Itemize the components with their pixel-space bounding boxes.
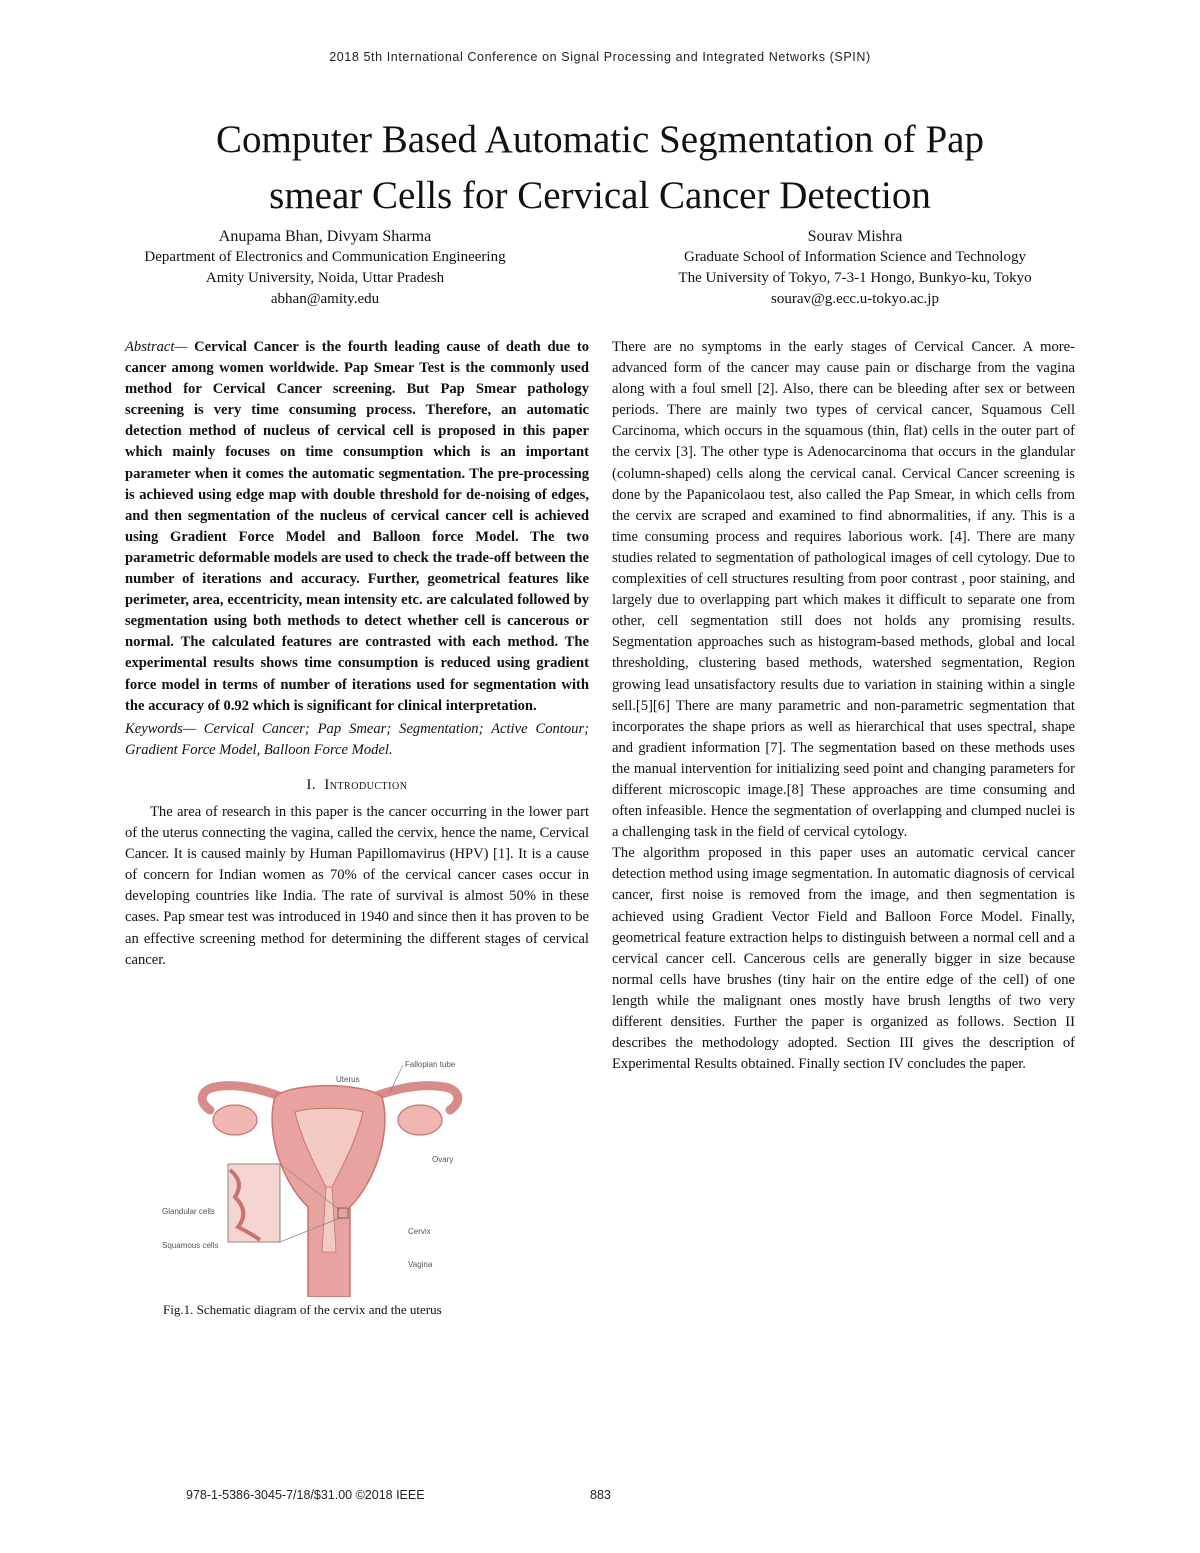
- abstract-label: Abstract—: [125, 339, 188, 355]
- right-column: [612, 337, 1075, 1075]
- label-ovary: Ovary: [432, 1155, 454, 1164]
- left-column: [125, 337, 589, 971]
- title-line-2: smear Cells for Cervical Cancer Detection: [269, 174, 931, 217]
- intro-paragraph: The area of research in this paper is the cancer occurring in the lower part of the uterus connecting the vagina, called the cervix, hence the name, Cervical Cancer. It is caused mainly by Human Papillomavirus (HPV) [1]. It is a cause of concern for Indian women as 70% of the cervical cancer cases occur in developing countries like India. The rate of survival is almost 50% in these cases. Pap smear test was introduced in 1940 and since then it has proven to be an effective screening method for determining the different stages of cervical cancer.: [125, 803, 589, 968]
- paper-title: [100, 112, 1100, 224]
- title-line-1: Computer Based Automatic Segmentation of Pap: [216, 118, 984, 161]
- author-block-right: [600, 226, 1110, 310]
- section-title: Introduction: [324, 776, 408, 793]
- label-cervix: Cervix: [408, 1227, 431, 1236]
- body-paragraph: There are no symptoms in the early stages of Cervical Cancer. A more-advanced form of the cancer may cause pain or discharge from the vagina along with a foul smell [2]. Also, there can be bleeding after sex or between periods. There are mainly two types of cervical cancer, Squamous Cell Carcinoma, which occurs in the squamous (thin, flat) cells in the outer part of the cervix [3]. The other type is Adenocarcinoma that occurs in the glandular (column-shaped) cells along the cervical canal. Cervical Cancer screening is done by the Papanicolaou test, also called the Pap Smear, in which cells from the cervix are scraped and examined to find abnormalities, if any. This is a time consuming process and requires laborious work. [4]. There are many studies related to segmentation of pathological images of cell cytology. Due to complexities of cell structures resulting from poor contrast , poor staining, and largely due to overlapping part which makes it difficult to separate one from other, cell segmentation still does not holds any promising results. Segmentation approaches such as histogram-based methods, global and local thresholding, clustering based methods, watershed segmentation, Region growing lead unsatisfactory results due to variation in staining within a single sell.[5][6] There are many parametric and non-parametric segmentation that incorporates the shape priors as well as hierarchical that uses spectral, shape and gradient information [7]. The segmentation based on these methods uses the manual intervention for initializing seed point and changing parameters for different microscopic image.[8] These approaches are time consuming and often infeasible. Hence the segmentation of overlapping and clumped nuclei is a challenging task in the field of cervical cytology.: [612, 339, 1075, 841]
- author-block-left: [60, 226, 590, 310]
- author-names: Anupama Bhan, Divyam Sharma: [218, 228, 432, 245]
- author-email: sourav@g.ecc.u-tokyo.ac.jp: [771, 291, 939, 307]
- label-squamous-cells: Squamous cells: [162, 1241, 219, 1250]
- keywords: Keywords— Cervical Cancer; Pap Smear; Segmentation; Active Contour; Gradient Force Model, Balloon Force Model.: [125, 720, 589, 758]
- author-affiliation: Amity University, Noida, Uttar Pradesh: [205, 270, 445, 286]
- label-vagina: Vagina: [408, 1260, 433, 1269]
- author-names: Sourav Mishra: [807, 228, 903, 245]
- abstract: [125, 337, 589, 717]
- label-uterus: Uterus: [336, 1075, 360, 1084]
- author-affiliation: The University of Tokyo, 7-3-1 Hongo, Bunkyo-ku, Tokyo: [678, 270, 1032, 286]
- section-number: I.: [306, 776, 317, 793]
- label-fallopian-tube: Fallopian tube: [405, 1060, 456, 1069]
- abstract-text: Cervical Cancer is the fourth leading cause of death due to cancer among women worldwide. Pap Smear Test is the commonly used method for Cervical Cancer screening. But Pap Smear pathology screening is very time consuming process. Therefore, an automatic detection method of nucleus of cervical cell is proposed in this paper which mainly focuses on time consumption which is an important parameter when it comes the automatic segmentation. The pre-processing is achieved using edge map with double threshold for de-noising of edges, and then segmentation of the nucleus of cervical cancer cell is achieved using Gradient Force Model and Balloon force Model. The two parametric deformable models are used to check the trade-off between the number of iterations and accuracy. Further, geometrical features like perimeter, area, eccentricity, mean intensity etc. are calculated followed by segmentation using both methods to detect whether cell is cancerous or normal. The calculated features are contrasted with each method. The experimental results shows time consumption is reduced using gradient force model in terms of number of iterations used for segmentation with the accuracy of 0.92 which is significant for clinical interpretation.: [125, 339, 589, 714]
- body-paragraph: The algorithm proposed in this paper uses an automatic cervical cancer detection method using image segmentation. In automatic diagnosis of cervical cancer, first noise is removed from the image, and then segmentation is achieved using Gradient Vector Field and Balloon Force Model. Finally, geometrical feature extraction helps to distinguish between a normal cell and a cervical cancer cell. Cancerous cells are generally bigger in size because normal cells have brushes (tiny hair on the entire edge of the cell) of one length while the malignant ones mostly have brush lengths of two very different densities. Further the paper is organized as follows. Section II describes the methodology adopted. Section III gives the description of Experimental Results obtained. Finally section IV concludes the paper.: [612, 845, 1075, 1073]
- author-email: abhan@amity.edu: [270, 291, 380, 307]
- section-heading-introduction: [125, 775, 589, 796]
- page-number: 883: [590, 1488, 611, 1502]
- footer-isbn: 978-1-5386-3045-7/18/$31.00 ©2018 IEEE: [186, 1488, 425, 1502]
- author-department: Department of Electronics and Communication Engineering: [144, 249, 506, 265]
- figure-caption: Fig.1. Schematic diagram of the cervix and the uterus: [163, 1302, 442, 1317]
- conference-header: 2018 5th International Conference on Signal Processing and Integrated Networks (SPIN): [329, 50, 871, 64]
- label-glandular-cells: Glandular cells: [162, 1207, 215, 1216]
- author-department: Graduate School of Information Science and Technology: [684, 249, 1026, 265]
- uterus-illustration: [160, 1052, 480, 1297]
